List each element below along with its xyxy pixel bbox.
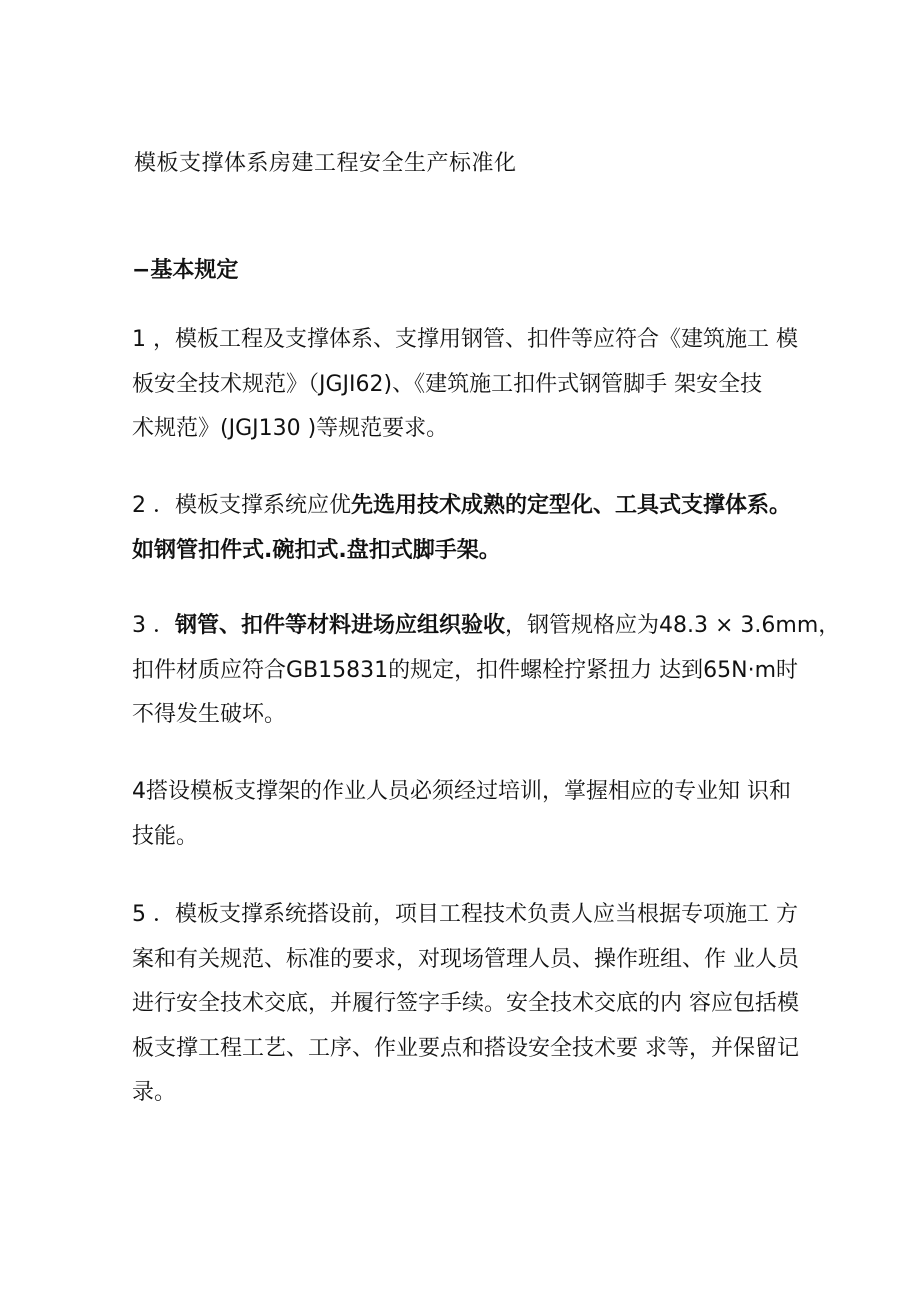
paragraph-line [132, 484, 792, 529]
text-run: 5 ．模板支撑系统搭设前，项目工程技术负责人应当根据专项施工 方 [132, 902, 798, 927]
paragraph-line [132, 815, 792, 860]
text-run: 3 ． [132, 613, 175, 638]
paragraph-line [132, 604, 841, 649]
paragraph-line [132, 649, 798, 694]
paragraph-3 [132, 604, 841, 738]
text-run: 录。 [132, 1080, 177, 1105]
paragraph-line [132, 770, 792, 815]
text-run: 板安全技术规范》（JGJI62)、《建筑施工扣件式钢管脚手 架安全技 [132, 371, 763, 397]
paragraph-2 [132, 484, 792, 573]
text-run: 扣件材质应符合GB15831的规定，扣件螺栓拧紧扭力 达到65N·m时 [132, 657, 798, 683]
text-run: 板支撑工程工艺、工序、作业要点和搭设安全技术要 求等，并保留记 [132, 1035, 799, 1061]
paragraph-line [132, 529, 792, 574]
paragraph-line [132, 693, 792, 738]
paragraph-5 [132, 893, 799, 1116]
text-run: 进行安全技术交底，并履行签字手续。安全技术交底的内 容应包括模 [132, 991, 799, 1016]
paragraph-line [132, 938, 799, 983]
text-run: 案和有关规范、标准的要求，对现场管理人员、操作班组、作 业人员 [132, 946, 799, 972]
text-run: 术规范》(JGJ130 )等规范要求。 [132, 416, 449, 441]
paragraph-line [132, 1027, 799, 1072]
text-run: 2 ．模板支撑系统应优 [132, 493, 351, 518]
document-title: 模板支撑体系房建工程安全生产标准化 [134, 151, 517, 176]
paragraph-4 [132, 770, 792, 859]
paragraph-1 [132, 318, 798, 452]
text-run: 技能。 [132, 823, 199, 849]
text-run: 不得发生破坏。 [132, 702, 287, 727]
paragraph-line [132, 982, 799, 1027]
text-run: 4搭设模板支撑架的作业人员必须经过培训，掌握相应的专业知 识和 [132, 779, 791, 804]
paragraph-line [132, 407, 792, 452]
text-run: 1 ，模板工程及支撑体系、支撑用钢管、扣件等应符合《建筑施工 模 [132, 327, 798, 352]
bold-text-run: 如钢管扣件式.碗扣式.盘扣式脚手架。 [132, 537, 501, 563]
paragraph-line [132, 363, 792, 408]
section-heading: −基本规定 [132, 258, 239, 283]
text-run: ，钢管规格应为48.3 × 3.6mm， [505, 613, 841, 638]
bold-text-run: 钢管、扣件等材料进场应组织验收 [175, 613, 506, 638]
paragraph-line [132, 318, 798, 363]
paragraph-line [132, 1071, 792, 1116]
bold-text-run: 先选用技术成熟的定型化、工具式支撑体系。 [351, 493, 792, 518]
paragraph-line [132, 893, 798, 938]
